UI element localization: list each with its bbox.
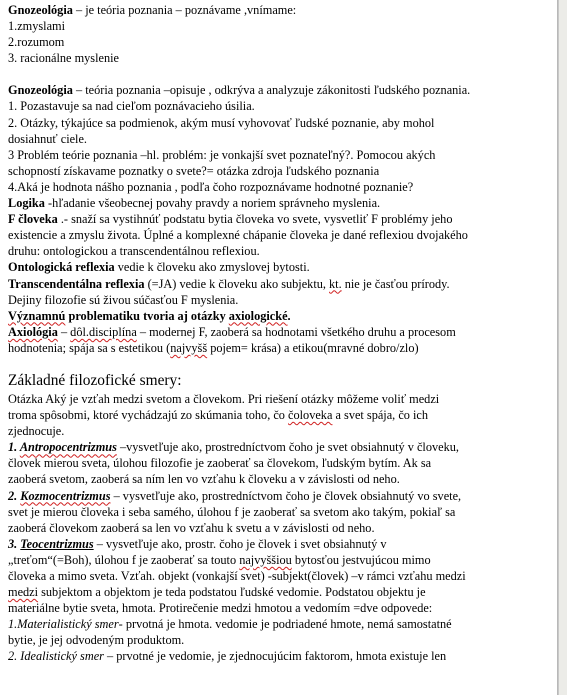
- vertical-scrollbar[interactable]: [558, 0, 567, 695]
- axiology-def-line: Axiológia – dôl.disciplína – modernej F, zaoberá sa hodnotami všetkého druhu a procesom: [8, 324, 456, 339]
- gnoseology-theory-line: Gnozeológia – teória poznania –opisuje , odkrýva a analyzuje zákonitosti ľudského poznania.: [8, 83, 471, 98]
- paragraph-line: človeka a mimo sveta. Vzťah. objekt (vonkajší svet) -subjekt(človek) –v rámci vzťahu medzi: [8, 569, 466, 583]
- anthropocentrism-line: 1. Antropocentrizmus –vysvetľuje ako, prostredníctvom čoho je svet obsiahnutý v človeku,: [8, 440, 459, 455]
- paragraph-line: medzi subjektom a objektom je teda podstatou ľudské vedomie. Podstatou objektu je: [8, 585, 426, 600]
- paragraph-line: bytie, je jej odvodeným produktom.: [8, 633, 185, 648]
- document-body: [8, 2, 553, 665]
- paragraph-line: dosiahnuť ciele.: [8, 131, 88, 146]
- paragraph-line: človek mierou sveta, úlohou filozofie je zaoberať sa človekom, ľudským bytím. Ak sa: [8, 456, 432, 471]
- ontological-reflection-line: Ontologická reflexia vedie k človeku ako zmyslovej bytosti.: [8, 260, 310, 275]
- gnoseology-def-line: Gnozeológia – je teória poznania – poznávame ,vnímame:: [8, 3, 297, 17]
- paragraph-line: zaoberá človekom zaoberá sa len vo vzťahu k svetu a v závislosti od neho.: [8, 520, 375, 535]
- paragraph-line: troma spôsobmi, ktoré vychádzajú zo skúmania toho, čo čoloveka a svet spája, čo ich: [8, 408, 429, 423]
- paragraph-line: 3 Problém teórie poznania –hl. problém: je vonkajší svet poznateľný?. Pomocou akých: [8, 147, 436, 162]
- paragraph-line: Dejiny filozofie sú živou súčasťou F myslenia.: [8, 292, 239, 307]
- paragraph-line: hodnotenia; spája sa s estetikou (najvyšš pojem= krása) a etikou(mravné dobro/zlo): [8, 340, 419, 355]
- paragraph-line: Otázka Aký je vzťah medzi svetom a človekom. Pri riešení otázky môžeme voliť medzi: [8, 391, 440, 406]
- list-item: 3. racionálne myslenie: [8, 51, 119, 66]
- paragraph-line: zaoberá svetom, zaoberá sa ním len vo vzťahu k človeku a v závislosti od neho.: [8, 472, 400, 487]
- paragraph-line: materiálne bytie sveta, hmota. Protirečenie medzi hmotou a vedomím =dve odpovede:: [8, 601, 433, 616]
- philosophy-of-man-line: F človeka .- snaží sa vystihnúť podstatu bytia človeka vo svete, vysvetliť F problémy jeho: [8, 212, 453, 227]
- theocentrism-line: 3. Teocentrizmus – vysvetľuje ako, prostr. čoho je človek i svet obsiahnutý v: [8, 536, 387, 551]
- paragraph-line: 4.Aká je hodnota nášho poznania , podľa čoho rozpoznávame hodnotné poznanie?: [8, 179, 414, 194]
- logic-def-line: Logika -hľadanie všeobecnej povahy pravdy a noriem správneho myslenia.: [8, 196, 381, 211]
- axiology-intro-line: Významnú problematiku tvoria aj otázky axiologické.: [8, 308, 291, 323]
- paragraph-line: „treťom“(=Boh), úlohou f je zaoberať sa touto najvyššiou bytosťou jestvujúcou mimo: [8, 552, 431, 567]
- transcendental-reflection-line: Transcendentálna reflexia (=JA) vedie k človeku ako subjektu, kt. nie je časťou prírody.: [8, 276, 450, 291]
- paragraph-line: 2. Otázky, týkajúce sa podmienok, akým musí vyhovovať ľudské poznanie, aby mohol: [8, 115, 435, 130]
- paragraph-line: existencie a zmyslu života. Úplné a komplexné chápanie človeka je dané reflexiou dvojakého: [8, 228, 468, 243]
- paragraph-line: 1. Pozastavuje sa nad cieľom poznávacieho úsilia.: [8, 99, 255, 114]
- paragraph-line: schopností získavame poznatky o svete?= otázka zdroja ľudského poznania: [8, 163, 380, 178]
- materialism-line: 1.Materialistický smer- prvotná je hmota. vedomie je podriadené hmote, nemá samostatné: [8, 617, 452, 632]
- paragraph-line: zjednocuje.: [8, 424, 65, 439]
- section-heading: Základné filozofické smery:: [8, 371, 182, 389]
- paragraph-line: svet je mierou človeka i seba samého, úlohou f je zaoberať sa svetom ako takým, pokiaľ sa: [8, 504, 456, 519]
- list-item: 2.rozumom: [8, 35, 65, 50]
- list-item: 1.zmyslami: [8, 19, 66, 34]
- idealism-line: 2. Idealistický smer – prvotné je vedomie, je zjednocujúcim faktorom, hmota existuje len: [8, 649, 447, 664]
- cosmocentrism-line: 2. Kozmocentrizmus – vysvetľuje ako, prostredníctvom čoho je človek obsiahnutý vo svete,: [8, 488, 462, 503]
- paragraph-line: druhu: ontologickou a transcendentálnou reflexiou.: [8, 244, 260, 259]
